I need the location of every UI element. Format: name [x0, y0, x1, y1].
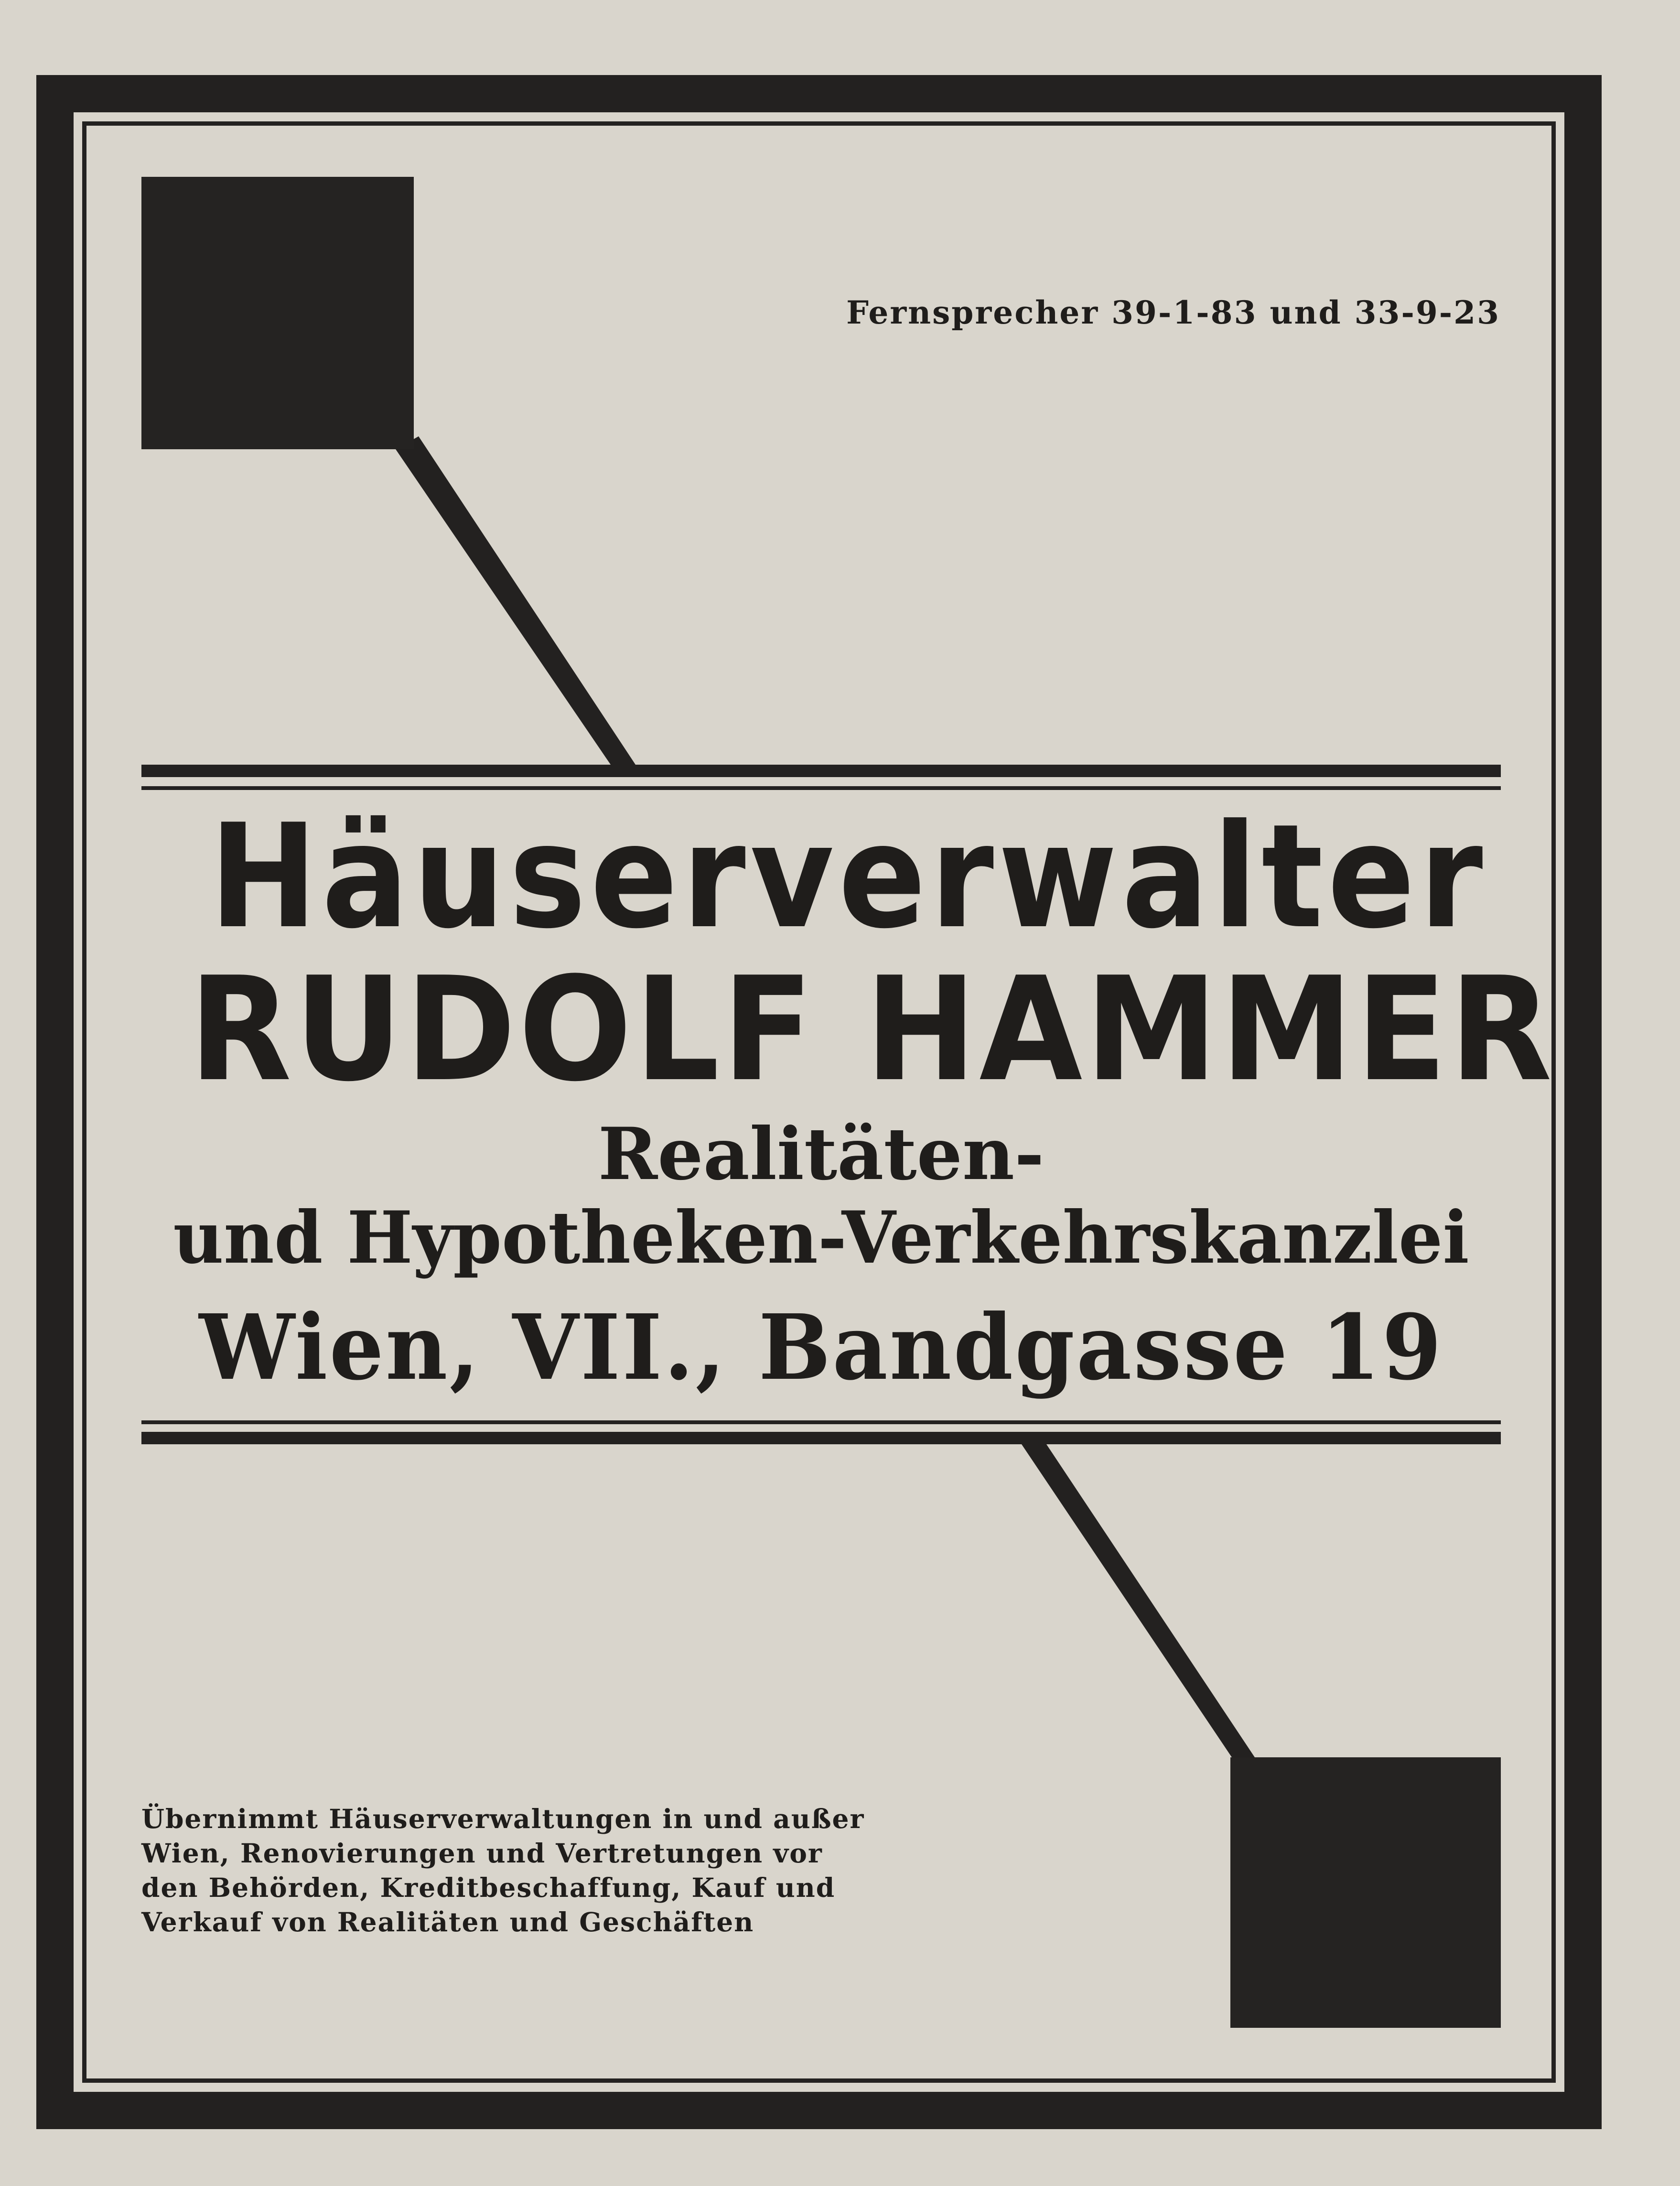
headline-name: RUDOLF HAMMER: [189, 946, 1555, 1113]
bottom-rule-thick: [141, 1432, 1501, 1444]
address: Wien, VII., Bandgasse 19: [199, 1295, 1443, 1400]
headline-title: Häuserverwalter: [209, 793, 1487, 960]
diagonal-bar-top: [396, 436, 635, 765]
subtitle-line-1: Realitäten-: [598, 1112, 1045, 1196]
services-line: den Behörden, Kreditbeschaffung, Kauf und: [141, 1872, 836, 1903]
diagonal-bar-bottom: [1022, 1444, 1255, 1757]
top-rule-thin: [141, 786, 1501, 790]
top-rule-thick: [141, 765, 1501, 777]
decorative-square-top: [141, 177, 414, 449]
services-line: Verkauf von Realitäten und Geschäften: [141, 1906, 754, 1937]
subtitle-line-2: und Hypotheken-Verkehrskanzlei: [173, 1196, 1469, 1280]
phone-numbers: Fernsprecher 39-1-83 und 33-9-23: [846, 294, 1500, 331]
services-line: Wien, Renovierungen und Vertretungen vor: [141, 1838, 823, 1869]
services-text: [141, 1802, 865, 1939]
decorative-square-bottom: [1230, 1757, 1501, 2028]
services-line: Übernimmt Häuserverwaltungen in und außer: [141, 1803, 865, 1834]
bottom-rule-thin: [141, 1420, 1501, 1424]
